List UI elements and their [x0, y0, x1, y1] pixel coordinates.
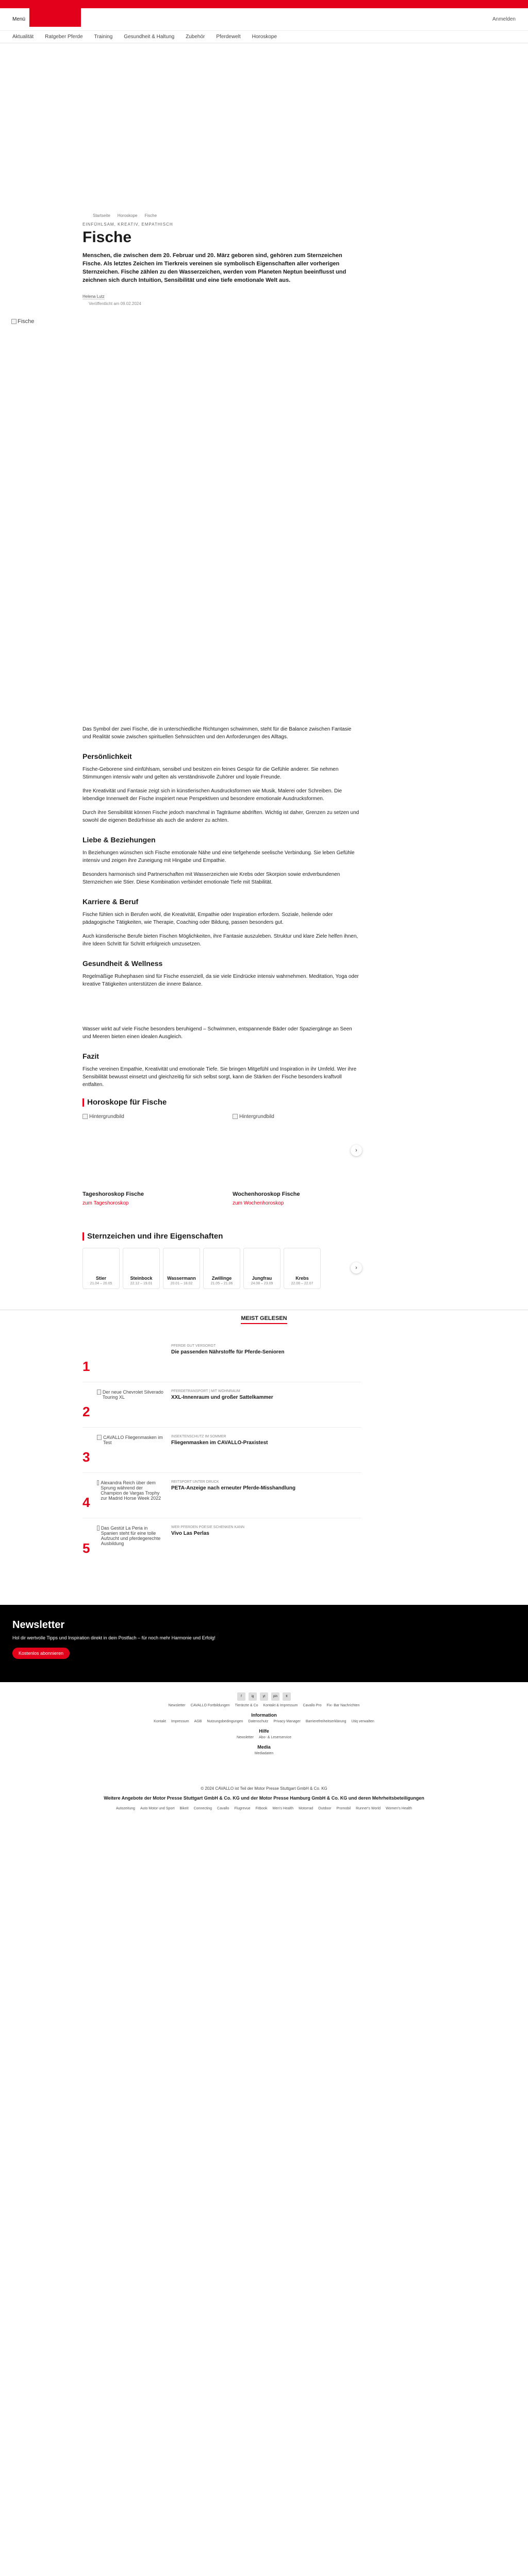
paragraph: Regelmäßige Ruhephasen sind für Fische essenziell, da sie viele Eindrücke intensiv wahrnehmen. Meditation, Yoga oder kreative Tätigkeiten unterstützen die innere Balance. — [82, 974, 359, 987]
list-item-title[interactable]: PETA-Anzeige nach erneuter Pferde-Misshandlung — [171, 1485, 295, 1491]
youtube-icon[interactable]: yt — [260, 1692, 268, 1701]
zodiac-dates: 21.05 – 21.06 — [210, 1282, 233, 1285]
section-heading: Gesundheit & Wellness — [82, 959, 163, 968]
newsletter-text: Hol dir wertvolle Tipps und Inspiration direkt in dein Postfach – für noch mehr Harmonie und Erfolg! — [12, 1635, 216, 1640]
horoscope-card-title: Tageshoroskop Fische — [82, 1191, 144, 1197]
horoscope-image-alt: Hintergrundbild — [89, 1114, 124, 1120]
horoscope-heading-text: Horoskope für Fische — [87, 1098, 167, 1107]
list-item-image-alt: CAVALLO Fliegenmasken im Test — [103, 1435, 163, 1445]
breadcrumb — [93, 213, 361, 218]
footer-link[interactable]: Promobil — [336, 1807, 351, 1810]
footer-link[interactable]: Cavallo Pro — [303, 1704, 322, 1707]
zodiac-card[interactable] — [82, 1248, 120, 1289]
broken-image-icon — [233, 1114, 238, 1119]
nav-item-ratgeber[interactable]: Ratgeber Pferde — [45, 34, 83, 40]
list-item-text — [171, 1435, 268, 1465]
list-item-title[interactable]: Die passenden Nährstoffe für Pferde-Senioren — [171, 1349, 285, 1355]
horoscope-card-link[interactable]: zum Wochenhoroskop — [233, 1200, 284, 1206]
chevron-right-icon: › — [355, 1265, 357, 1271]
breadcrumb-horoskope[interactable]: Horoskope — [117, 213, 138, 218]
rank-number: 2 — [82, 1404, 90, 1419]
list-item[interactable] — [82, 1518, 361, 1564]
footer-info-links — [0, 1720, 528, 1723]
broken-image-icon — [97, 1480, 99, 1485]
broken-image-icon — [97, 1435, 102, 1440]
footer-link[interactable]: Auto Motor und Sport — [140, 1807, 175, 1810]
zodiac-name: Wassermann — [167, 1276, 196, 1281]
rank-number: 4 — [82, 1495, 90, 1510]
list-item-kicker: PFERDE GUT VERSORGT — [171, 1344, 216, 1348]
fazit-text: Fische vereinen Empathie, Kreativität und emotionale Tiefe. Sie bringen Mitgefühl und Inspiration in ihr Umfeld. Wer ihre Sensibilität bewusst einsetzt und gleichzeitig für sich selbst sorgt, kann die Stärken der Fische besonders kraftvoll entfalten. — [82, 1066, 357, 1088]
list-item[interactable] — [82, 1473, 361, 1518]
horoscope-card-title: Wochenhoroskop Fische — [233, 1191, 300, 1197]
horoscope-image-alt: Hintergrundbild — [239, 1114, 274, 1120]
zodiac-section-heading — [82, 1232, 361, 1241]
footer-link[interactable]: Motorrad — [299, 1807, 314, 1810]
footer-link[interactable]: Men's Health — [272, 1807, 294, 1810]
footer-link[interactable]: Impressum — [171, 1720, 189, 1723]
hero-image-placeholder — [11, 318, 34, 325]
header-left — [12, 12, 81, 27]
nav-item-training[interactable]: Training — [94, 34, 113, 40]
zodiac-carousel — [82, 1248, 361, 1289]
breadcrumb-home[interactable]: Startseite — [93, 213, 110, 218]
list-item-title[interactable]: Vivo Las Perlas — [171, 1531, 209, 1536]
most-read-section — [0, 1310, 528, 1564]
page-title: Fische — [82, 229, 132, 246]
footer-link[interactable]: Kontakt & Impressum — [263, 1704, 298, 1707]
list-item-text — [171, 1389, 273, 1420]
zodiac-name: Jungfrau — [252, 1276, 272, 1281]
most-read-heading — [0, 1315, 528, 1321]
list-item-image-alt: Das Gestüt La Peria in Spanien steht für eine tolle Aufzucht und pferdegerechte Ausbildung — [101, 1526, 161, 1546]
zodiac-heading-text: Sternzeichen und ihre Eigenschaften — [87, 1232, 223, 1241]
newsletter-heading: Newsletter — [12, 1619, 65, 1631]
horoscope-image — [233, 1114, 361, 1191]
horoscope-image — [82, 1114, 211, 1191]
list-item-kicker: INSEKTENSCHUTZ IM SOMMER — [171, 1435, 226, 1438]
nav-item-aktualitaet[interactable]: Aktualität — [12, 34, 34, 40]
footer-link[interactable]: Newsletter — [168, 1704, 186, 1707]
paragraph: Wasser wirkt auf viele Fische besonders beruhigend – Schwimmen, entspannende Bäder oder Spaziergänge an Seen und Meeren bieten einen idealen Ausgleich. — [82, 1026, 352, 1040]
chevron-right-icon: › — [355, 1147, 357, 1154]
main-content — [12, 43, 424, 1810]
rank-number: 1 — [82, 1359, 90, 1374]
copyright: © 2024 CAVALLO ist Teil der Motor Presse Stuttgart GmbH & Co. KG — [201, 1786, 327, 1791]
tiktok-icon[interactable]: tt — [283, 1692, 291, 1701]
most-read-list — [82, 1337, 361, 1564]
footer-link[interactable]: Outdoor — [318, 1807, 332, 1810]
list-item-image — [97, 1526, 164, 1556]
horoscope-carousel — [82, 1114, 361, 1206]
footer-link[interactable]: Utiq verwalten — [351, 1720, 374, 1723]
list-item-image — [97, 1389, 164, 1420]
footer-link[interactable]: Barrierefreiheitserklärung — [305, 1720, 346, 1723]
footer-media-links — [0, 1752, 528, 1755]
zodiac-dates: 22.06 – 22.07 — [291, 1282, 314, 1285]
carousel-next-button[interactable] — [351, 1262, 362, 1274]
nav-item-zubehoer[interactable]: Zubehör — [186, 34, 205, 40]
zodiac-dates: 21.04 – 20.05 — [90, 1282, 112, 1285]
paragraph: Fische fühlen sich in Berufen wohl, die Kreativität, Empathie oder Inspiration erfordern. Soziale, heilende oder pädagogische Tätigkeiten, wie Therapie, Coaching oder Bildung, passen besonders gut. — [82, 912, 333, 925]
horoscope-card[interactable] — [82, 1114, 211, 1206]
list-item-image — [97, 1344, 164, 1375]
footer-heading-media: Media — [257, 1744, 271, 1750]
login-link[interactable]: Anmelden — [492, 16, 516, 22]
legal-text: Weitere Angebote der Motor Presse Stuttgart GmbH & Co. KG und der Motor Presse Hamburg GmbH & Co. KG und deren Mehrheitsbeteiligungen — [104, 1795, 424, 1801]
zodiac-card[interactable] — [243, 1248, 280, 1289]
broken-image-icon — [97, 1526, 100, 1531]
fazit-heading: Fazit — [82, 1052, 99, 1060]
footer-link[interactable]: Tierärzte & Co — [235, 1704, 258, 1707]
footer-link[interactable]: Connecting — [193, 1807, 212, 1810]
footer-link[interactable]: CAVALLO Fortbildungen — [190, 1704, 230, 1707]
zodiac-dates: 20.01 – 18.02 — [170, 1282, 193, 1285]
accent-bar — [82, 1232, 84, 1241]
footer-link[interactable]: AGB — [194, 1720, 202, 1723]
footer-link[interactable]: Cavallo — [217, 1807, 229, 1810]
footer-link[interactable]: Mediadaten — [254, 1752, 274, 1755]
footer-link[interactable]: Privacy Manager — [273, 1720, 301, 1723]
zodiac-dates: 24.08 – 23.09 — [251, 1282, 273, 1285]
paragraph: Fische-Geborene sind einfühlsam, sensibel und besitzen ein feines Gespür für die Gefühle anderer. Sie nehmen Stimmungen intensiv wahr und gelten als verständnisvolle Zuhörer und loyale Freunde. — [82, 767, 339, 780]
horoscope-card[interactable] — [233, 1114, 361, 1206]
spacer — [82, 994, 361, 1025]
pinterest-icon[interactable]: pin — [271, 1692, 279, 1701]
nav-item-pferdewelt[interactable]: Pferdewelt — [216, 34, 241, 40]
section-heading: Karriere & Beruf — [82, 897, 139, 906]
footer-help-links — [0, 1736, 528, 1739]
list-item[interactable] — [82, 1428, 361, 1473]
footer-link[interactable]: Fix- Bar Nachrichten — [326, 1704, 360, 1707]
paragraph: Ihre Kreativität und Fantasie zeigt sich in künstlerischen Ausdrucksformen wie Musik, Malerei oder Schreiben. Die lebendige Innenwelt der Fische inspiriert neue Perspektiven und besondere emotionale Ausdrucksformen. — [82, 788, 342, 802]
zodiac-dates: 22.12 – 19.01 — [130, 1282, 153, 1285]
ad-slot — [82, 43, 361, 213]
newsletter-banner — [0, 1605, 528, 1682]
newsletter-subscribe-button[interactable]: Kostenlos abonnieren — [12, 1648, 70, 1659]
footer-heading-help: Hilfe — [259, 1728, 269, 1734]
paragraph: Durch ihre Sensibilität können Fische jedoch manchmal in Tagträume abdriften. Wichtig ist daher, Grenzen zu setzen und sowohl die eigenen Bedürfnisse als auch die anderer zu achten. — [82, 810, 359, 823]
list-item-image-alt: Alexandra Reich über dem Sprung während der Champion de Vargas Trophy zur Madrid Horse Week 2022 — [101, 1480, 161, 1501]
zodiac-name: Steinbock — [130, 1276, 153, 1281]
hero-image — [0, 318, 528, 725]
zodiac-name: Krebs — [295, 1276, 309, 1281]
broken-image-icon — [82, 1114, 88, 1119]
list-item-image-alt: Der neue Chevrolet Silverado Touring XL — [102, 1389, 163, 1400]
footer-link[interactable]: Autozeitung — [116, 1807, 135, 1810]
list-item[interactable] — [82, 1337, 361, 1382]
list-item-image — [97, 1480, 164, 1511]
instagram-icon[interactable]: ig — [249, 1692, 257, 1701]
footer-bottom-links — [32, 1807, 496, 1810]
footer-link[interactable]: Datenschutz — [248, 1720, 269, 1723]
footer-link[interactable]: Kontakt — [154, 1720, 166, 1723]
article-lead: Menschen, die zwischen dem 20. Februar und 20. März geboren sind, gehören zum Sternzeichen Fische. Als letztes Zeichen im Tierkreis vereinen sie symbolisch Eigenschaften aller vorherigen Sternzeichen. Fische zählen zu den Wasserzeichen, werden vom Planeten Neptun beeinflusst und zeichnen sich durch Intuition, Sensibilität und eine tiefe emotionale Welt aus. — [82, 252, 346, 283]
site-logo[interactable] — [29, 4, 81, 27]
footer-link[interactable]: Nutzungsbedingungen — [207, 1720, 243, 1723]
nav-item-horoskope[interactable]: Horoskope — [252, 34, 277, 40]
menu-button[interactable]: Menü — [12, 16, 26, 22]
broken-image-icon — [11, 319, 16, 324]
main-nav — [0, 31, 528, 43]
zodiac-name: Stier — [95, 1276, 106, 1281]
broken-image-icon — [97, 1389, 101, 1395]
footer-link[interactable]: Runner's World — [356, 1807, 381, 1810]
list-item-text — [171, 1344, 285, 1375]
most-read-heading-text: MEIST GELESEN — [241, 1315, 287, 1324]
section-heading: Liebe & Beziehungen — [82, 836, 156, 844]
carousel-next-button[interactable] — [351, 1145, 362, 1156]
paragraph: Besonders harmonisch sind Partnerschaften mit Wasserzeichen wie Krebs oder Skorpion sowie erdverbundenen Sternzeichen wie Stier. Diese Kombination verbindet emotionale Tiefe mit Stabilität. — [82, 872, 340, 885]
zodiac-name: Zwillinge — [211, 1276, 232, 1281]
horoscope-section-heading — [82, 1098, 361, 1107]
footer-link[interactable]: Bikeit — [179, 1807, 189, 1810]
zodiac-card[interactable] — [123, 1248, 160, 1289]
site-header — [0, 8, 528, 31]
paragraph: Auch künstlerische Berufe bieten Fischen Möglichkeiten, ihre Fantasie auszuleben. Struktur und klare Ziele helfen ihnen, ihre Ideen Schritt für Schritt erfolgreich umzusetzen. — [82, 934, 358, 947]
list-item-text — [171, 1480, 295, 1511]
footer-link[interactable]: Abo- & Leserservice — [259, 1736, 292, 1739]
zodiac-card[interactable] — [163, 1248, 200, 1289]
hero-image-alt: Fische — [18, 318, 35, 325]
rank-number: 3 — [82, 1449, 90, 1465]
list-item-text — [171, 1526, 244, 1556]
section-heading: Persönlichkeit — [82, 752, 132, 760]
footer-link[interactable]: Newsletter — [236, 1736, 254, 1739]
list-item-kicker: WER PFERDEN POESIE SCHENKEN KANN — [171, 1526, 244, 1529]
breadcrumb-current: Fische — [144, 213, 157, 218]
paragraph: In Beziehungen wünschen sich Fische emotionale Nähe und eine tiefgehende seelische Verbindung. Sie leben Gefühle intensiv und zeigen ihre Zuneigung mit Hingabe und Empathie. — [82, 850, 355, 863]
list-item[interactable] — [82, 1382, 361, 1428]
footer-link[interactable]: Women's Health — [386, 1807, 412, 1810]
list-item-title[interactable]: XXL-Innenraum und großer Sattelkammer — [171, 1395, 273, 1400]
author-link[interactable]: Helena Lutz — [82, 294, 105, 299]
nav-item-gesundheit[interactable]: Gesundheit & Haltung — [124, 34, 175, 40]
zodiac-card[interactable] — [284, 1248, 321, 1289]
social-links — [0, 1692, 528, 1701]
accent-bar — [82, 1098, 84, 1107]
list-item-kicker: PFERDETRANSPORT | MIT WOHNRAUM — [171, 1389, 240, 1393]
footer-heading-info: Information — [251, 1713, 277, 1718]
article-intro: Das Symbol der zwei Fische, die in unterschiedliche Richtungen schwimmen, steht für die Balance zwischen Fantasie und Realität sowie zwischen spirituellen Sehnsüchten und den Anforderungen des Alltags. — [82, 726, 352, 740]
facebook-icon[interactable]: f — [237, 1692, 245, 1701]
footer-top-links — [0, 1704, 528, 1707]
rank-number: 5 — [82, 1540, 90, 1556]
footer-link[interactable]: Fitbook — [255, 1807, 268, 1810]
horoscope-card-link[interactable]: zum Tageshoroskop — [82, 1200, 129, 1206]
list-item-kicker: REITSPORT UNTER DRUCK — [171, 1480, 219, 1484]
site-footer — [0, 1682, 528, 1810]
article-kicker: EINFÜHLSAM, KREATIV, EMPATHISCH — [82, 222, 173, 227]
publish-date: Veröffentlicht am 09.02.2024 — [89, 301, 141, 306]
zodiac-card[interactable] — [203, 1248, 240, 1289]
list-item-title[interactable]: Fliegenmasken im CAVALLO-Praxistest — [171, 1440, 268, 1446]
footer-link[interactable]: Flugrevue — [234, 1807, 251, 1810]
list-item-image — [97, 1435, 164, 1465]
